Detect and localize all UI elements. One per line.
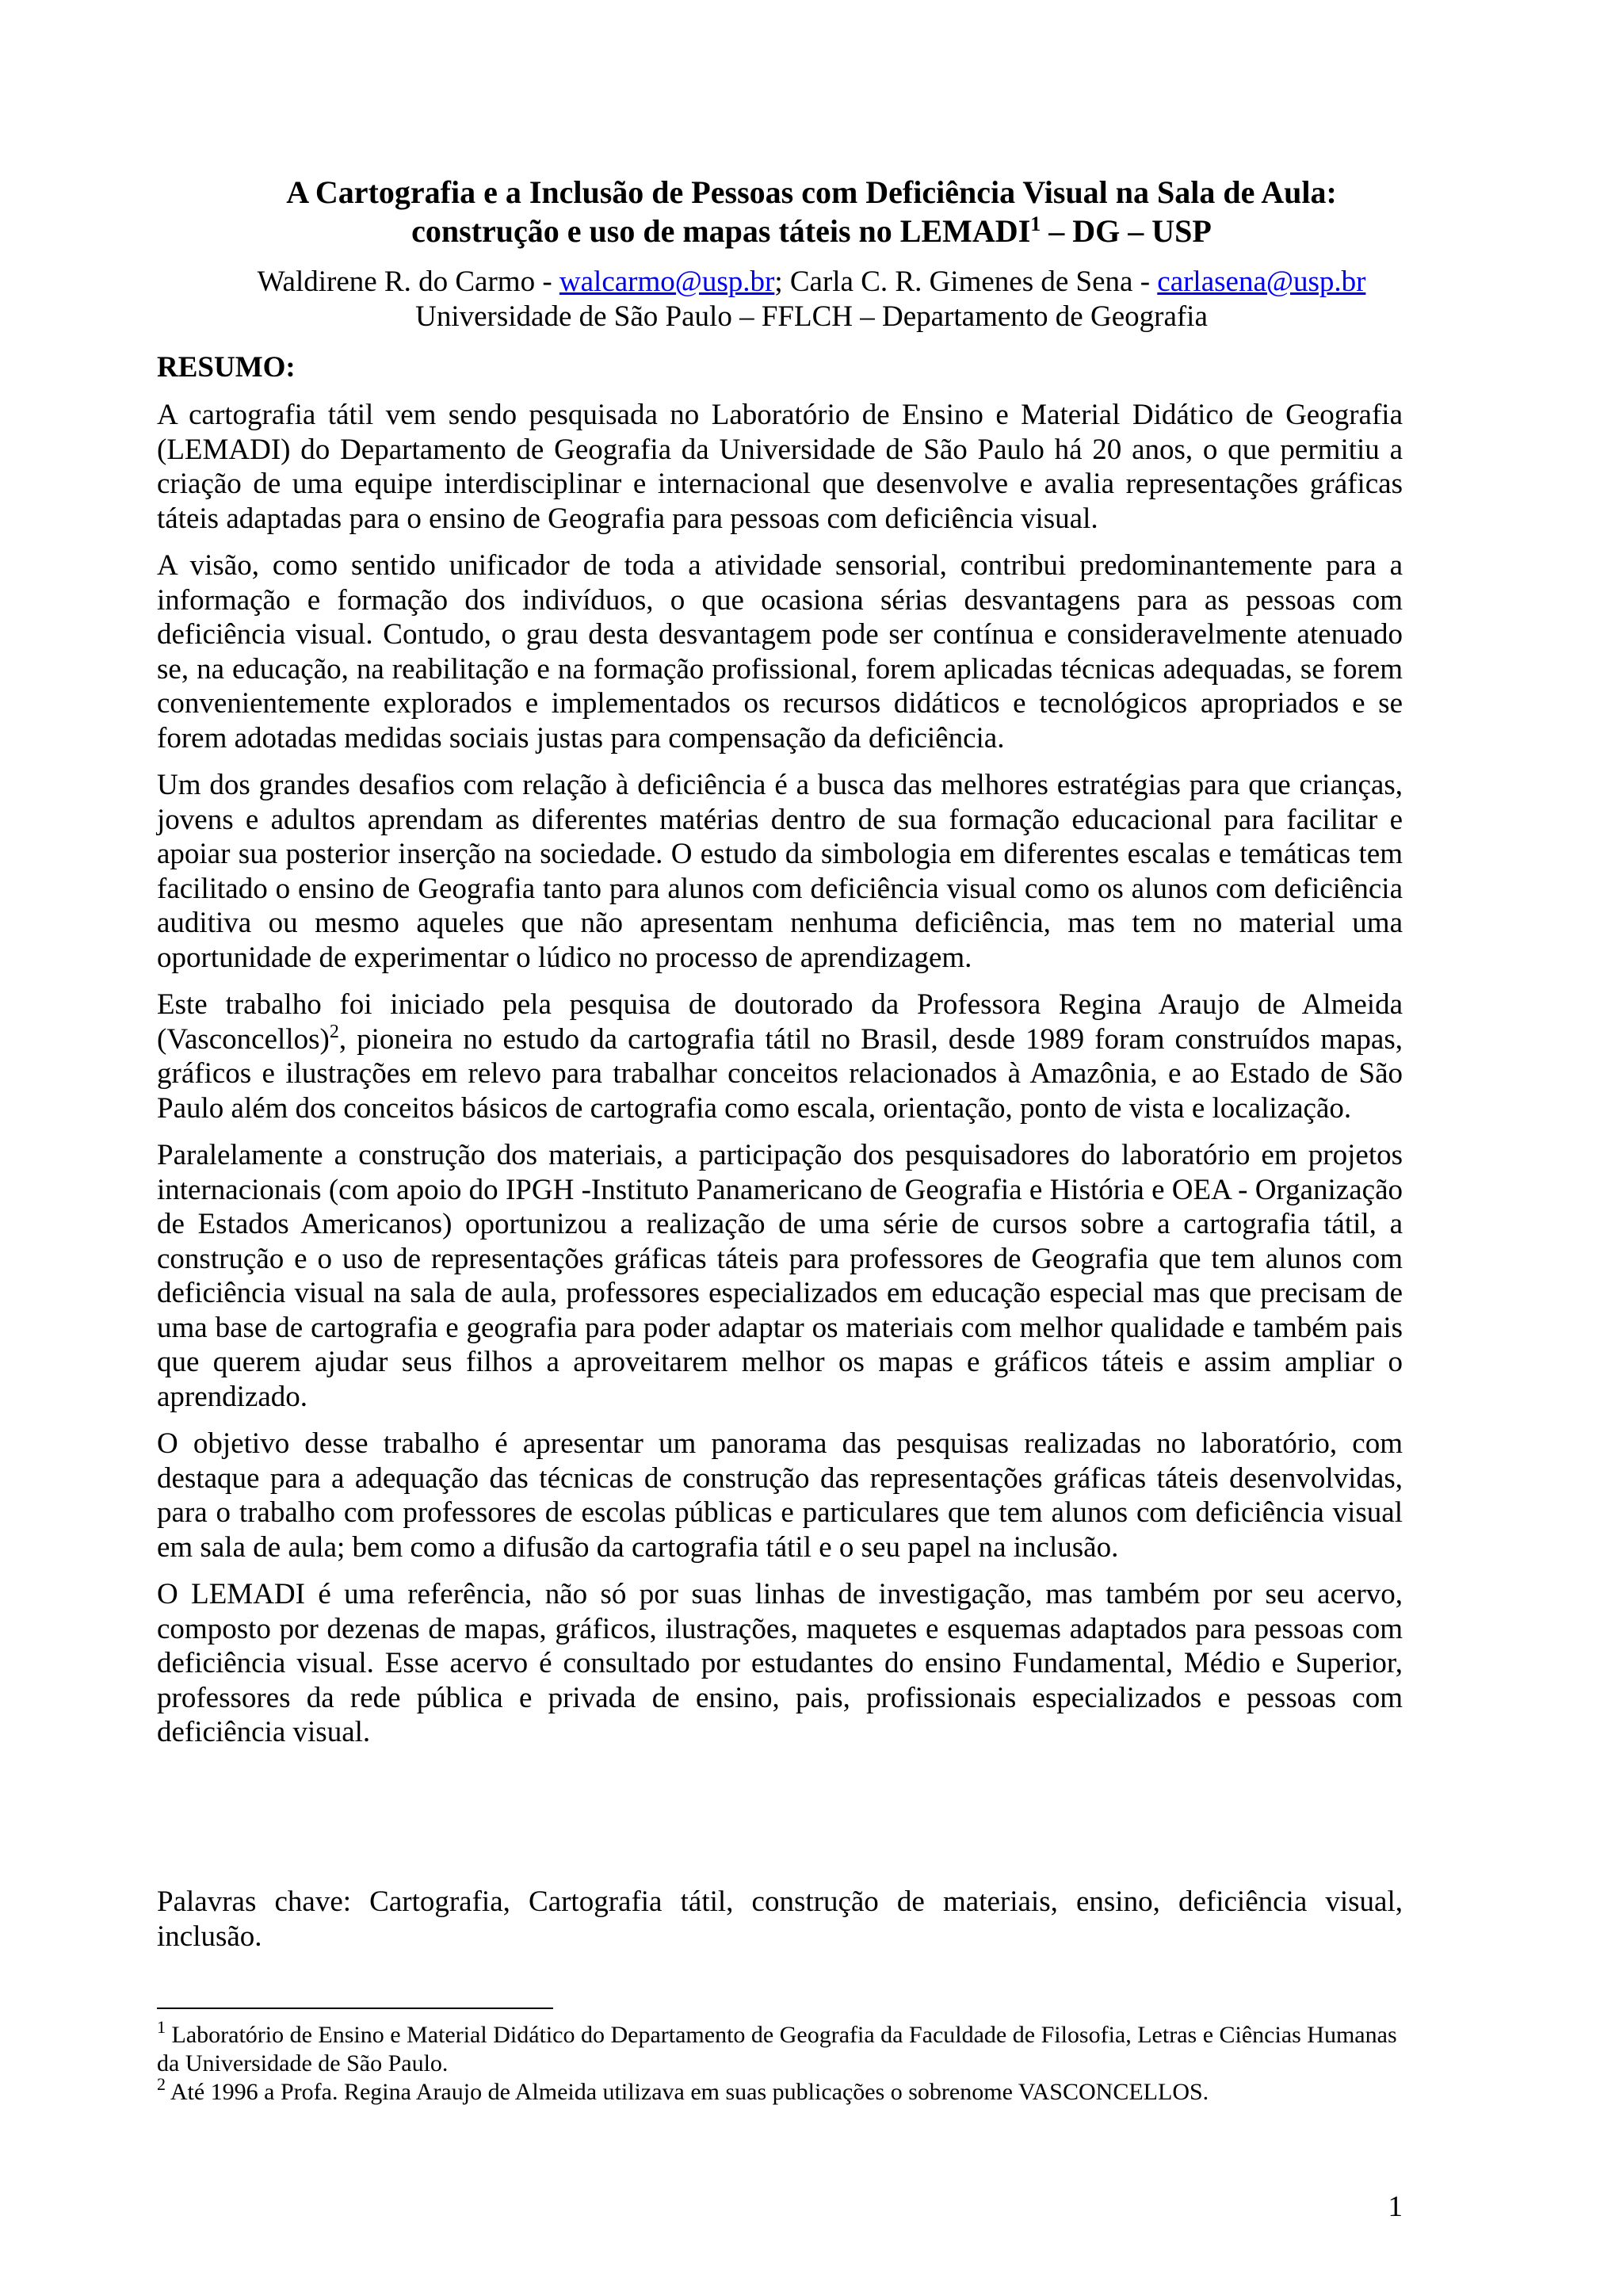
keywords: Palavras chave: Cartografia, Cartografia tátil, construção de materiais, ensino, deficiência visual, inclusão. (157, 1885, 1403, 1953)
footnotes (157, 2017, 1403, 2107)
footnote-2-number: 2 (157, 2074, 166, 2094)
abstract-paragraph-6: O objetivo desse trabalho é apresentar um panorama das pesquisas realizadas no laboratório, com destaque para a adequação das técnicas de construção das representações gráficas táteis desenvolvidas, para o trabalho com professores de escolas públicas e particulares que tem alunos com deficiência visual em sala de aula; bem como a difusão da cartografia tátil e o seu papel na inclusão. (157, 1427, 1403, 1564)
footnote-2-text: Até 1996 a Profa. Regina Araujo de Almeida utilizava em suas publicações o sobrenome VASCONCELLOS. (166, 2079, 1209, 2105)
footnote-1-number: 1 (157, 2017, 166, 2037)
paragraph-4-part-b: , pioneira no estudo da cartografia tátil no Brasil, desde 1989 foram construídos mapas, gráficos e ilustrações em relevo para trabalhar conceitos relacionados à Amazônia, e ao Estado de São Paulo além dos conceitos básicos de cartografia como escala, orientação, ponto de vista e localização. (157, 1022, 1403, 1125)
paragraph-4-part-a: Este trabalho foi iniciado pela pesquisa de doutorado da Professora Regina Araujo de Almeida (Vasconcellos) (157, 988, 1403, 1056)
abstract-heading: RESUMO: (157, 351, 296, 384)
abstract-paragraph-1: A cartografia tátil vem sendo pesquisada no Laboratório de Ensino e Material Didático de Geografia (LEMADI) do Departamento de Geografia da Universidade de São Paulo há 20 anos, o que permitiu a criação de uma equipe interdisciplinar e internacional que desenvolve e avalia representações gráficas táteis adaptadas para o ensino de Geografia para pessoas com deficiência visual. (157, 399, 1403, 535)
abstract-body (157, 398, 1403, 1763)
title-line-2-tail: – DG – USP (1041, 213, 1212, 249)
abstract-paragraph-4 (157, 988, 1403, 1125)
title-line-2: construção e uso de mapas táteis no LEMADI (411, 213, 1031, 249)
title-line-1: A Cartografia e a Inclusão de Pessoas com Deficiência Visual na Sala de Aula: (286, 174, 1337, 210)
footnote-1-text: Laboratório de Ensino e Material Didático do Departamento de Geografia da Faculdade de Filosofia, Letras e Ciências Humanas da Universidade de São Paulo. (157, 2022, 1397, 2076)
footnote-ref-2[interactable]: 2 (329, 1021, 339, 1042)
author-separator: ; (774, 266, 790, 298)
abstract-paragraph-2: A visão, como sentido unificador de toda a atividade sensorial, contribui predominantemente para a informação e formação dos indivíduos, o que ocasiona sérias desvantagens para as pessoas com deficiência visual. Contudo, o grau desta desvantagem pode ser contínua e consideravelmente atenuado se, na educação, na reabilitação e na formação profissional, forem aplicadas técnicas adequadas, se forem convenientemente explorados e implementados os recursos didáticos e tecnológicos apropriados e se forem adotadas medidas sociais justas para compensação da deficiência. (157, 549, 1403, 755)
paper-title (158, 173, 1465, 250)
affiliation: Universidade de São Paulo – FFLCH – Departamento de Geografia (415, 300, 1208, 333)
page-number: 1 (1388, 2191, 1403, 2223)
author-1-name: Waldirene R. do Carmo - (257, 266, 559, 298)
footnote-1 (157, 2017, 1403, 2078)
abstract-paragraph-3: Um dos grandes desafios com relação à deficiência é a busca das melhores estratégias para que crianças, jovens e adultos aprendam as diferentes matérias dentro de sua formação educacional para facilitar e apoiar sua posterior inserção na sociedade. O estudo da simbologia em diferentes escalas e temáticas tem facilitado o ensino de Geografia tanto para alunos com deficiência visual como os alunos com deficiência auditiva ou mesmo aqueles que não apresentam nenhuma deficiência, mas tem no material uma oportunidade de experimentar o lúdico no processo de aprendizagem. (157, 769, 1403, 974)
author-1-email-link[interactable]: walcarmo@usp.br (559, 266, 775, 298)
author-2-email-link[interactable]: carlasena@usp.br (1157, 266, 1366, 298)
title-footnote-ref[interactable]: 1 (1030, 212, 1041, 235)
abstract-paragraph-5: Paralelamente a construção dos materiais, a participação dos pesquisadores do laboratório em projetos internacionais (com apoio do IPGH -Instituto Panamericano de Geografia e História e OEA - Organização de Estados Americanos) oportunizou a realização de uma série de cursos sobre a cartografia tátil, a construção e o uso de representações gráficas táteis para professores de Geografia que tem alunos com deficiência visual na sala de aula, professores especializados em educação especial mas que precisam de uma base de cartografia e geografia para poder adaptar os materiais com melhor qualidade e também pais que querem ajudar seus filhos a aproveitarem melhor os mapas e gráficos táteis e assim ampliar o aprendizado. (157, 1139, 1403, 1413)
footnote-2 (157, 2074, 1403, 2107)
footnote-divider (157, 2008, 553, 2009)
abstract-paragraph-7: O LEMADI é uma referência, não só por suas linhas de investigação, mas também por seu acervo, composto por dezenas de mapas, gráficos, ilustrações, maquetes e esquemas adaptados para pessoas com deficiência visual. Esse acervo é consultado por estudantes do ensino Fundamental, Médio e Superior, professores da rede pública e privada de ensino, pais, profissionais especializados e pessoas com deficiência visual. (157, 1578, 1403, 1748)
author-2-name: Carla C. R. Gimenes de Sena - (789, 266, 1158, 298)
author-line (158, 265, 1465, 300)
